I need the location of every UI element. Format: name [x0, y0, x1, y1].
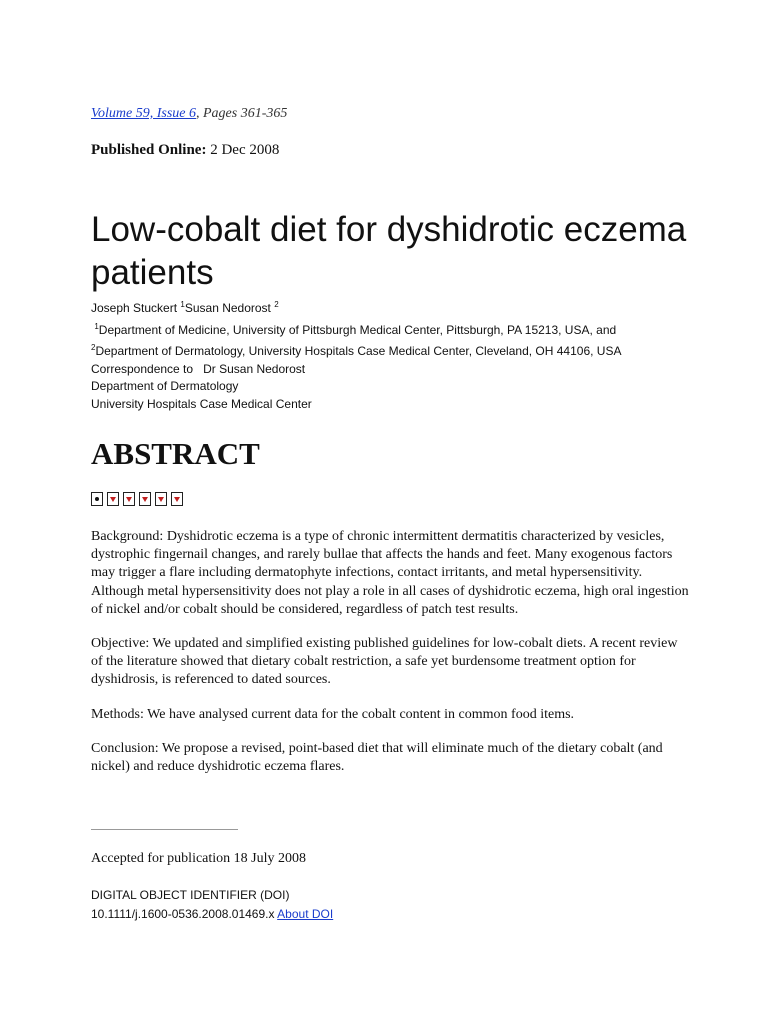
affiliation-text: Department of Medicine, University of Pittsburgh Medical Center, Pittsburgh, PA 15213, USA, and [98, 322, 617, 337]
volume-issue-link[interactable]: Volume 59, Issue 6 [91, 106, 196, 121]
abstract-conclusion: Conclusion: We propose a revised, point-based diet that will eliminate much of the dietary cobalt (and nickel) and reduce dyshidrotic eczema flares. [91, 740, 663, 775]
affiliation-text: Department of Dermatology, University Hospitals Case Medical Center, Cleveland, OH 44106, USA [95, 344, 622, 358]
arrow-down-icon[interactable] [171, 492, 183, 506]
about-doi-link[interactable]: About DOI [277, 907, 334, 921]
arrow-down-icon[interactable] [139, 492, 151, 506]
accepted-date: Accepted for publication 18 July 2008 [91, 851, 307, 866]
affiliation-line [91, 318, 621, 340]
correspondence-line [91, 361, 621, 379]
correspondence-department: Department of Dermatology [91, 379, 239, 393]
divider [91, 829, 238, 830]
correspondence-name: Dr Susan Nedorost [203, 361, 306, 376]
published-online [91, 142, 279, 159]
doi-block [91, 886, 333, 924]
abstract-methods: Methods: We have analysed current data for the cobalt content in common food items. [91, 706, 575, 722]
doi-value: 10.1111/j.1600-0536.2008.01469.x [91, 907, 275, 921]
author-affiliation-marker: 1 [180, 300, 185, 309]
affiliation-marker: 2 [91, 343, 96, 352]
published-label: Published Online: [91, 142, 207, 158]
arrow-down-icon[interactable] [107, 492, 119, 506]
affiliation-marker: 1 [94, 321, 99, 331]
author-name: Susan Nedorost [184, 301, 271, 315]
article-metadata [91, 296, 621, 413]
abstract-objective: Objective: We updated and simplified existing published guidelines for low-cobalt diets. A recent review of the literature showed that dietary cobalt restriction, a safe yet burdensome treatment option for dyshidrosis, is referenced to dated sources. [91, 636, 678, 688]
affiliation-line [91, 339, 621, 361]
published-date: 2 Dec 2008 [210, 142, 280, 158]
abstract-heading: ABSTRACT [91, 436, 260, 471]
doi-line [91, 905, 333, 924]
arrow-down-icon[interactable] [155, 492, 167, 506]
doi-label: DIGITAL OBJECT IDENTIFIER (DOI) [91, 888, 290, 902]
correspondence-label: Correspondence to [91, 361, 194, 376]
bullet-icon[interactable] [91, 492, 103, 506]
authors-line [91, 296, 621, 318]
abstract-background: Background: Dyshidrotic eczema is a type of chronic intermittent dermatitis characterized by vesicles, dystrophic fingernail changes, and rarely bullae that affects the hands and feet. Many exogenous factors may trigger a flare including dermatophyte infections, contact irritants, and metal hypersensitivity. Although metal hypersensitivity does not play a role in all cases of dyshidrotic eczema, high oral ingestion of nickel and/or cobalt should be considered, regardless of patch test results. [91, 529, 689, 617]
section-nav-icons [91, 492, 183, 506]
citation-separator: , [196, 106, 203, 121]
author-affiliation-marker: 2 [274, 300, 279, 309]
citation-line [91, 106, 287, 122]
correspondence-institution: University Hospitals Case Medical Center [91, 396, 312, 411]
pages-text: Pages 361-365 [203, 106, 288, 121]
arrow-down-icon[interactable] [123, 492, 135, 506]
abstract-body [91, 528, 691, 792]
article-title: Low-cobalt diet for dyshidrotic eczema patients [91, 210, 687, 292]
author-name: Joseph Stuckert [91, 301, 178, 315]
